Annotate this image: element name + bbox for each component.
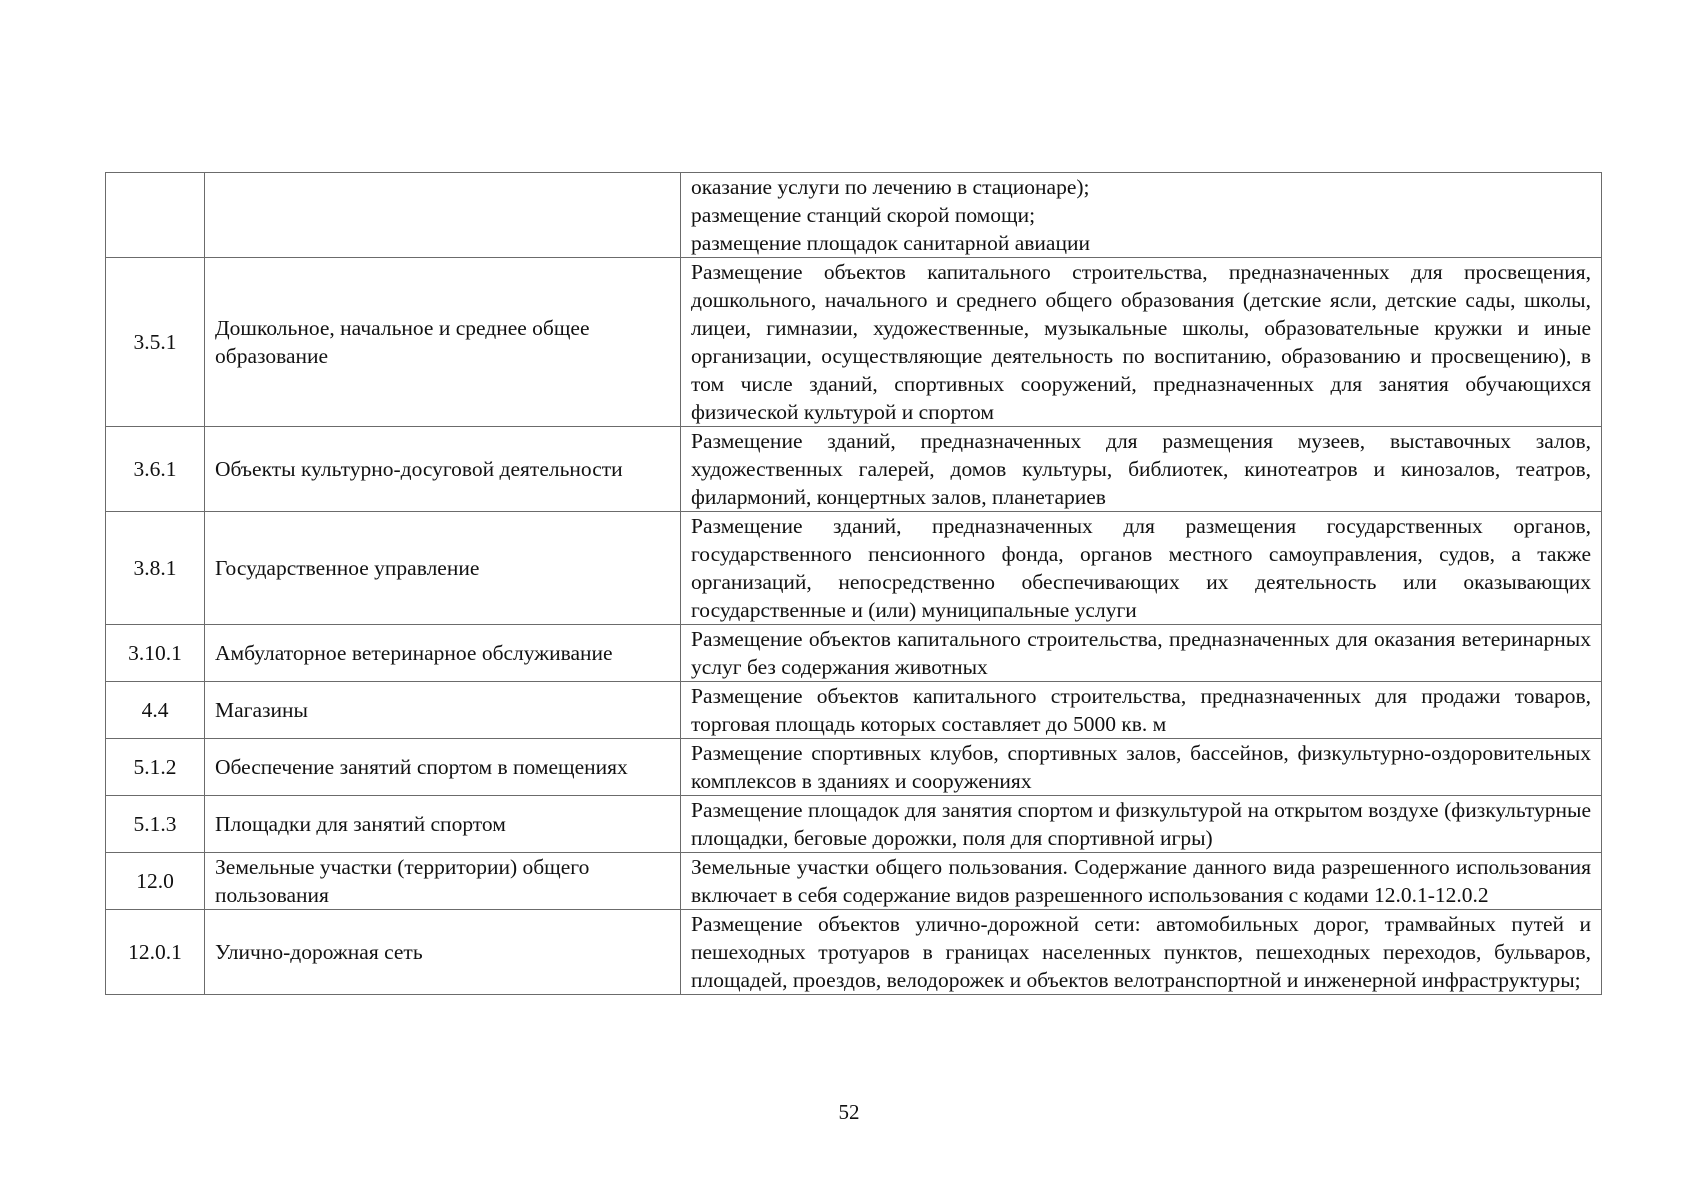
row-code-cell: 4.4 [106, 682, 205, 739]
table-row [106, 682, 1602, 739]
row-name-cell [205, 173, 681, 258]
description-line: размещение станций скорой помощи; [691, 203, 1036, 227]
row-description-cell: Размещение зданий, предназначенных для размещения музеев, выставочных залов, художественных галерей, домов культуры, библиотек, кинотеатров и кинозалов, театров, филармоний, концертных залов, планетариев [681, 427, 1602, 512]
row-description-cell: Размещение объектов улично-дорожной сети: автомобильных дорог, трамвайных путей и пешеходных тротуаров в границах населенных пунктов, пешеходных переходов, бульваров, площадей, проездов, велодорожек и объектов велотранспортной и инженерной инфраструктуры; [681, 910, 1602, 995]
row-code-cell: 3.6.1 [106, 427, 205, 512]
table-row [106, 739, 1602, 796]
table-row [106, 625, 1602, 682]
row-name-cell: Дошкольное, начальное и среднее общее образование [205, 258, 681, 427]
table-row [106, 796, 1602, 853]
row-code-cell: 12.0.1 [106, 910, 205, 995]
row-description-cell: Размещение объектов капитального строительства, предназначенных для продажи товаров, торговая площадь которых составляет до 5000 кв. м [681, 682, 1602, 739]
row-code-cell: 3.5.1 [106, 258, 205, 427]
table-row [106, 853, 1602, 910]
row-name-cell: Государственное управление [205, 512, 681, 625]
row-code-cell: 3.10.1 [106, 625, 205, 682]
row-code-cell: 5.1.2 [106, 739, 205, 796]
row-description-cell: Размещение объектов капитального строительства, предназначенных для просвещения, дошкольного, начального и среднего общего образования (детские ясли, детские сады, школы, лицеи, гимназии, художественные, музыкальные школы, образовательные кружки и иные организации, осуществляющие деятельность по воспитанию, образованию и просвещению), в том числе зданий, спортивных сооружений, предназначенных для занятия обучающихся физической культурой и спортом [681, 258, 1602, 427]
row-description-cell: Земельные участки общего пользования. Содержание данного вида разрешенного использования включает в себя содержание видов разрешенного использования с кодами 12.0.1-12.0.2 [681, 853, 1602, 910]
row-code-cell: 3.8.1 [106, 512, 205, 625]
row-description-cell [681, 173, 1602, 258]
row-code-cell: 5.1.3 [106, 796, 205, 853]
row-name-cell: Магазины [205, 682, 681, 739]
row-description-cell: Размещение спортивных клубов, спортивных залов, бассейнов, физкультурно-оздоровительных комплексов в зданиях и сооружениях [681, 739, 1602, 796]
row-description-cell: Размещение объектов капитального строительства, предназначенных для оказания ветеринарных услуг без содержания животных [681, 625, 1602, 682]
row-description-cell: Размещение площадок для занятия спортом и физкультурой на открытом воздухе (физкультурные площадки, беговые дорожки, поля для спортивной игры) [681, 796, 1602, 853]
table-row [106, 427, 1602, 512]
land-use-table [105, 172, 1602, 995]
table-row [106, 258, 1602, 427]
row-name-cell: Объекты культурно-досуговой деятельности [205, 427, 681, 512]
row-name-cell: Площадки для занятий спортом [205, 796, 681, 853]
row-code-cell: 12.0 [106, 853, 205, 910]
table-row [106, 512, 1602, 625]
description-line: оказание услуги по лечению в стационаре); [691, 175, 1090, 199]
page-number: 52 [838, 1100, 860, 1124]
row-name-cell: Обеспечение занятий спортом в помещениях [205, 739, 681, 796]
table-row [106, 910, 1602, 995]
row-name-cell: Амбулаторное ветеринарное обслуживание [205, 625, 681, 682]
row-code-cell [106, 173, 205, 258]
table-row-continuation [106, 173, 1602, 258]
row-description-cell: Размещение зданий, предназначенных для размещения государственных органов, государственного пенсионного фонда, органов местного самоуправления, судов, а также организаций, непосредственно обеспечивающих их деятельность или оказывающих государственные и (или) муниципальные услуги [681, 512, 1602, 625]
row-name-cell: Земельные участки (территории) общего пользования [205, 853, 681, 910]
description-line: размещение площадок санитарной авиации [691, 231, 1090, 255]
row-name-cell: Улично-дорожная сеть [205, 910, 681, 995]
